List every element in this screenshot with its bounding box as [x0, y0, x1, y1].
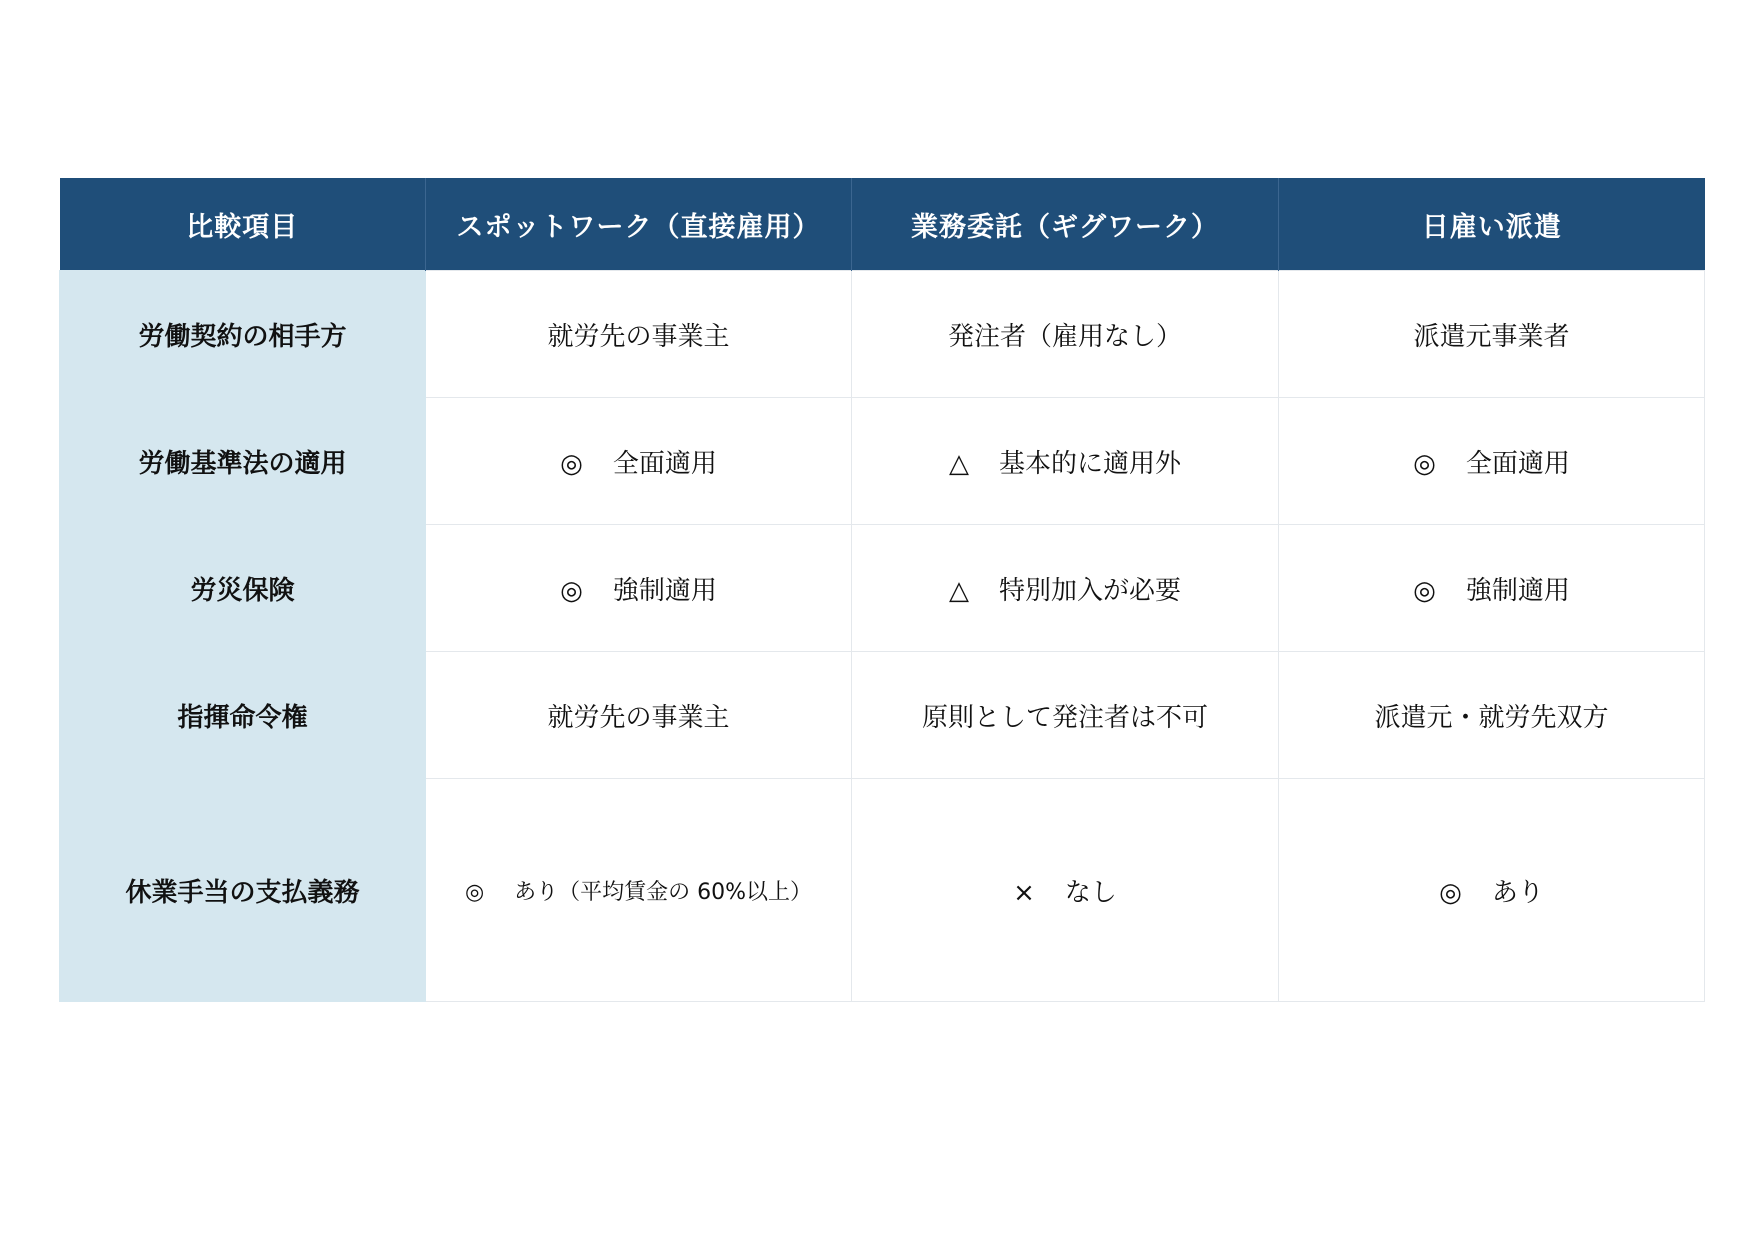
table-row	[60, 652, 1705, 779]
row-label: 労災保険	[60, 525, 426, 652]
cell-text: 原則として発注者は不可	[921, 702, 1208, 733]
header-cell-item: 比較項目	[60, 178, 426, 271]
double-circle-icon: ◎	[1439, 877, 1462, 908]
double-circle-icon: ◎	[560, 448, 583, 479]
table-row	[60, 779, 1705, 1002]
cell-text: 全面適用	[612, 448, 717, 479]
table-cell	[852, 525, 1279, 652]
cell-text: 就労先の事業主	[547, 321, 730, 352]
double-circle-icon: ◎	[464, 879, 485, 905]
table-cell	[852, 779, 1279, 1002]
table-row	[60, 271, 1705, 398]
table-cell	[426, 398, 852, 525]
cross-icon: ×	[1013, 877, 1035, 908]
header-cell-gig-work: 業務委託（ギグワーク）	[852, 178, 1279, 271]
table-cell	[1279, 271, 1705, 398]
row-label: 指揮命令権	[60, 652, 426, 779]
cell-text: なし	[1064, 877, 1117, 908]
table-cell	[852, 652, 1279, 779]
cell-text: あり（平均賃金の 60%以上）	[514, 879, 813, 905]
triangle-icon: △	[948, 575, 969, 606]
header-row	[60, 178, 1705, 271]
table-row	[60, 525, 1705, 652]
table-cell	[852, 271, 1279, 398]
cell-text: 派遣元事業者	[1413, 321, 1570, 352]
header-cell-day-dispatch: 日雇い派遣	[1279, 178, 1705, 271]
row-label: 労働基準法の適用	[60, 398, 426, 525]
cell-text: 基本的に適用外	[998, 448, 1181, 479]
row-label: 休業手当の支払義務	[60, 779, 426, 1002]
cell-text: 派遣元・就労先双方	[1374, 702, 1609, 733]
table-cell	[426, 779, 852, 1002]
table-cell	[852, 398, 1279, 525]
table-cell	[1279, 398, 1705, 525]
cell-text: あり	[1491, 877, 1544, 908]
cell-text: 就労先の事業主	[547, 702, 730, 733]
row-label: 労働契約の相手方	[60, 271, 426, 398]
table-row	[60, 398, 1705, 525]
cell-text: 強制適用	[612, 575, 717, 606]
double-circle-icon: ◎	[1413, 575, 1436, 606]
cell-text: 全面適用	[1465, 448, 1570, 479]
cell-text: 発注者（雇用なし）	[947, 321, 1182, 352]
cell-text: 特別加入が必要	[998, 575, 1181, 606]
double-circle-icon: ◎	[1413, 448, 1436, 479]
comparison-table	[59, 178, 1705, 1002]
double-circle-icon: ◎	[560, 575, 583, 606]
header-cell-spot-work: スポットワーク（直接雇用）	[426, 178, 852, 271]
cell-text: 強制適用	[1465, 575, 1570, 606]
table-cell	[426, 652, 852, 779]
table-cell	[426, 525, 852, 652]
table-cell	[1279, 779, 1705, 1002]
table-cell	[1279, 652, 1705, 779]
table-cell	[426, 271, 852, 398]
table-cell	[1279, 525, 1705, 652]
triangle-icon: △	[948, 448, 969, 479]
